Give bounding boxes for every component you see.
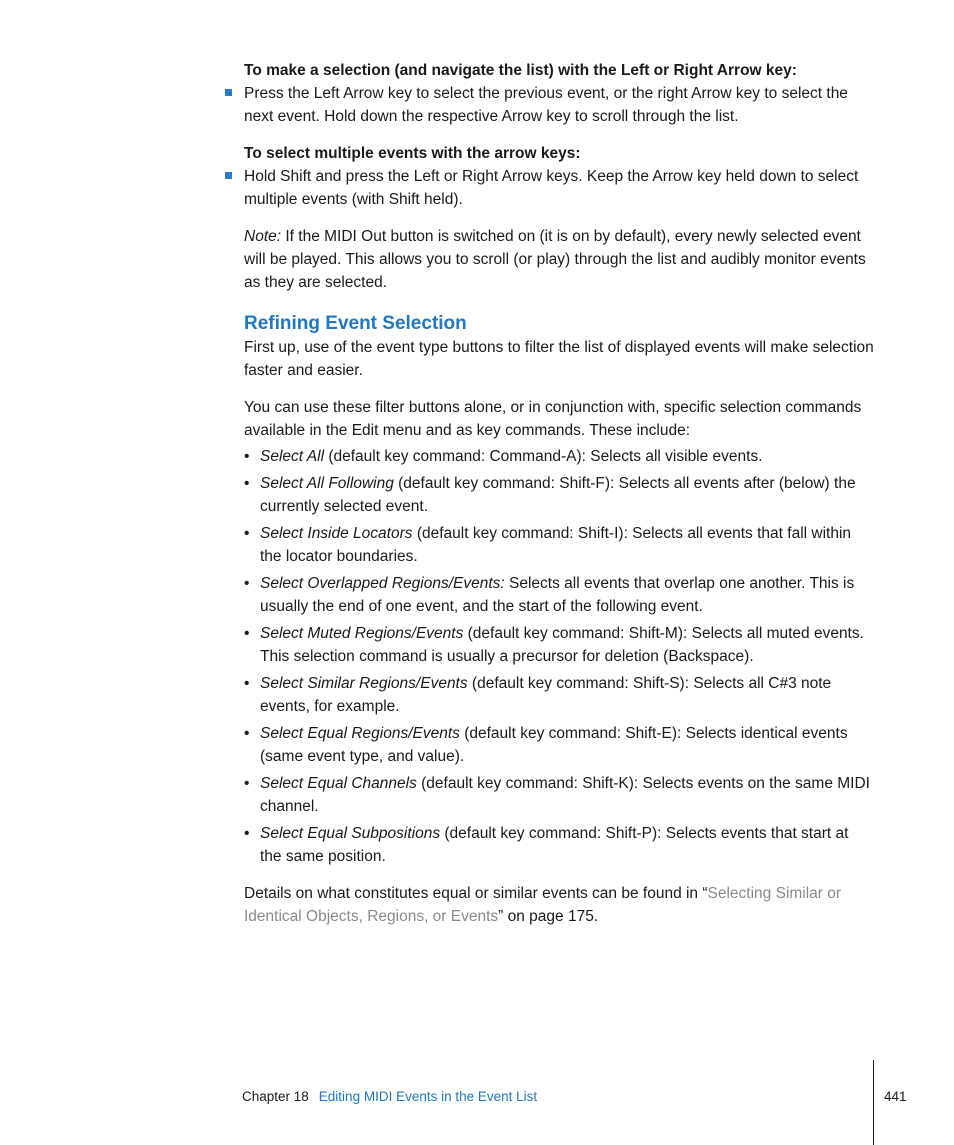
- command-name: Select Muted Regions/Events: [260, 625, 464, 642]
- list-item: [244, 472, 874, 518]
- procedure-heading-2: To select multiple events with the arrow keys:: [244, 145, 581, 162]
- page-footer: [242, 1087, 537, 1107]
- page-number: 441: [884, 1089, 907, 1104]
- square-bullet-icon: [225, 172, 232, 179]
- bullet-icon: •: [244, 475, 250, 492]
- section-intro-1: First up, use of the event type buttons to filter the list of displayed events will make selection faster and easier.: [244, 339, 874, 379]
- page-content: [244, 59, 874, 928]
- list-item: [244, 622, 874, 668]
- footer-chapter-title[interactable]: Editing MIDI Events in the Event List: [318, 1089, 538, 1104]
- list-item: [244, 572, 874, 618]
- procedure-step-2-text: Hold Shift and press the Left or Right Arrow keys. Keep the Arrow key held down to select multiple events (with Shift held).: [244, 168, 859, 208]
- command-name: Select Overlapped Regions/Events:: [260, 575, 505, 592]
- command-desc: (default key command: Shift-S): Selects all C#3 note events, for example.: [260, 675, 832, 715]
- list-item: [244, 722, 874, 768]
- command-name: Select All Following: [260, 475, 394, 492]
- command-name: Select Inside Locators: [260, 525, 413, 542]
- cross-reference-link[interactable]: Selecting Similar or Identical Objects, Regions, or Events: [244, 885, 842, 925]
- bullet-icon: •: [244, 625, 250, 642]
- list-item: [244, 522, 874, 568]
- command-desc: (default key command: Shift-K): Selects events on the same MIDI channel.: [260, 775, 870, 815]
- list-item: [244, 672, 874, 718]
- details-after: ” on page 175.: [498, 908, 599, 925]
- command-name: Select Similar Regions/Events: [260, 675, 468, 692]
- bullet-icon: •: [244, 575, 250, 592]
- footer-divider: [873, 1060, 874, 1145]
- command-desc: Selects all events that overlap one another. This is usually the end of one event, and the start of the following event.: [260, 575, 855, 615]
- footer-chapter: Chapter 18: [242, 1089, 309, 1104]
- section-intro-2: You can use these filter buttons alone, or in conjunction with, specific selection commands available in the Edit menu and as key commands. These include:: [244, 399, 862, 439]
- command-name: Select All: [260, 448, 325, 465]
- procedure-heading-1: To make a selection (and navigate the list) with the Left or Right Arrow key:: [244, 62, 797, 79]
- command-desc: (default key command: Shift-P): Selects events that start at the same position.: [260, 825, 849, 865]
- list-item: [244, 445, 874, 468]
- list-item: [244, 822, 874, 868]
- bullet-icon: •: [244, 725, 250, 742]
- command-name: Select Equal Subpositions: [260, 825, 441, 842]
- command-list: [244, 445, 874, 868]
- command-desc: (default key command: Command-A): Selects all visible events.: [324, 448, 763, 465]
- section-heading: Refining Event Selection: [244, 313, 467, 334]
- command-desc: (default key command: Shift-I): Selects all events that fall within the locator boundaries.: [260, 525, 852, 565]
- bullet-icon: •: [244, 825, 250, 842]
- square-bullet-icon: [225, 89, 232, 96]
- command-name: Select Equal Regions/Events: [260, 725, 460, 742]
- bullet-icon: •: [244, 775, 250, 792]
- command-desc: (default key command: Shift-E): Selects identical events (same event type, and value).: [260, 725, 848, 765]
- command-desc: (default key command: Shift-M): Selects all muted events. This selection command is usually a precursor for deletion (Backspace).: [260, 625, 864, 665]
- procedure-step-1: [244, 82, 874, 128]
- procedure-step-1-text: Press the Left Arrow key to select the previous event, or the right Arrow key to select the next event. Hold down the respective Arrow key to scroll through the list.: [244, 85, 848, 125]
- note-label: Note:: [244, 228, 282, 245]
- details-before: Details on what constitutes equal or similar events can be found in “: [244, 885, 708, 902]
- command-name: Select Equal Channels: [260, 775, 417, 792]
- bullet-icon: •: [244, 448, 250, 465]
- command-desc: (default key command: Shift-F): Selects all events after (below) the currently selected event.: [260, 475, 856, 515]
- bullet-icon: •: [244, 525, 250, 542]
- procedure-step-2: [244, 165, 874, 211]
- bullet-icon: •: [244, 675, 250, 692]
- note-paragraph: [244, 225, 874, 294]
- note-text: If the MIDI Out button is switched on (it is on by default), every newly selected event will be played. This allows you to scroll (or play) through the list and audibly monitor events as they are selected.: [244, 228, 866, 291]
- list-item: [244, 772, 874, 818]
- details-paragraph: [244, 882, 874, 928]
